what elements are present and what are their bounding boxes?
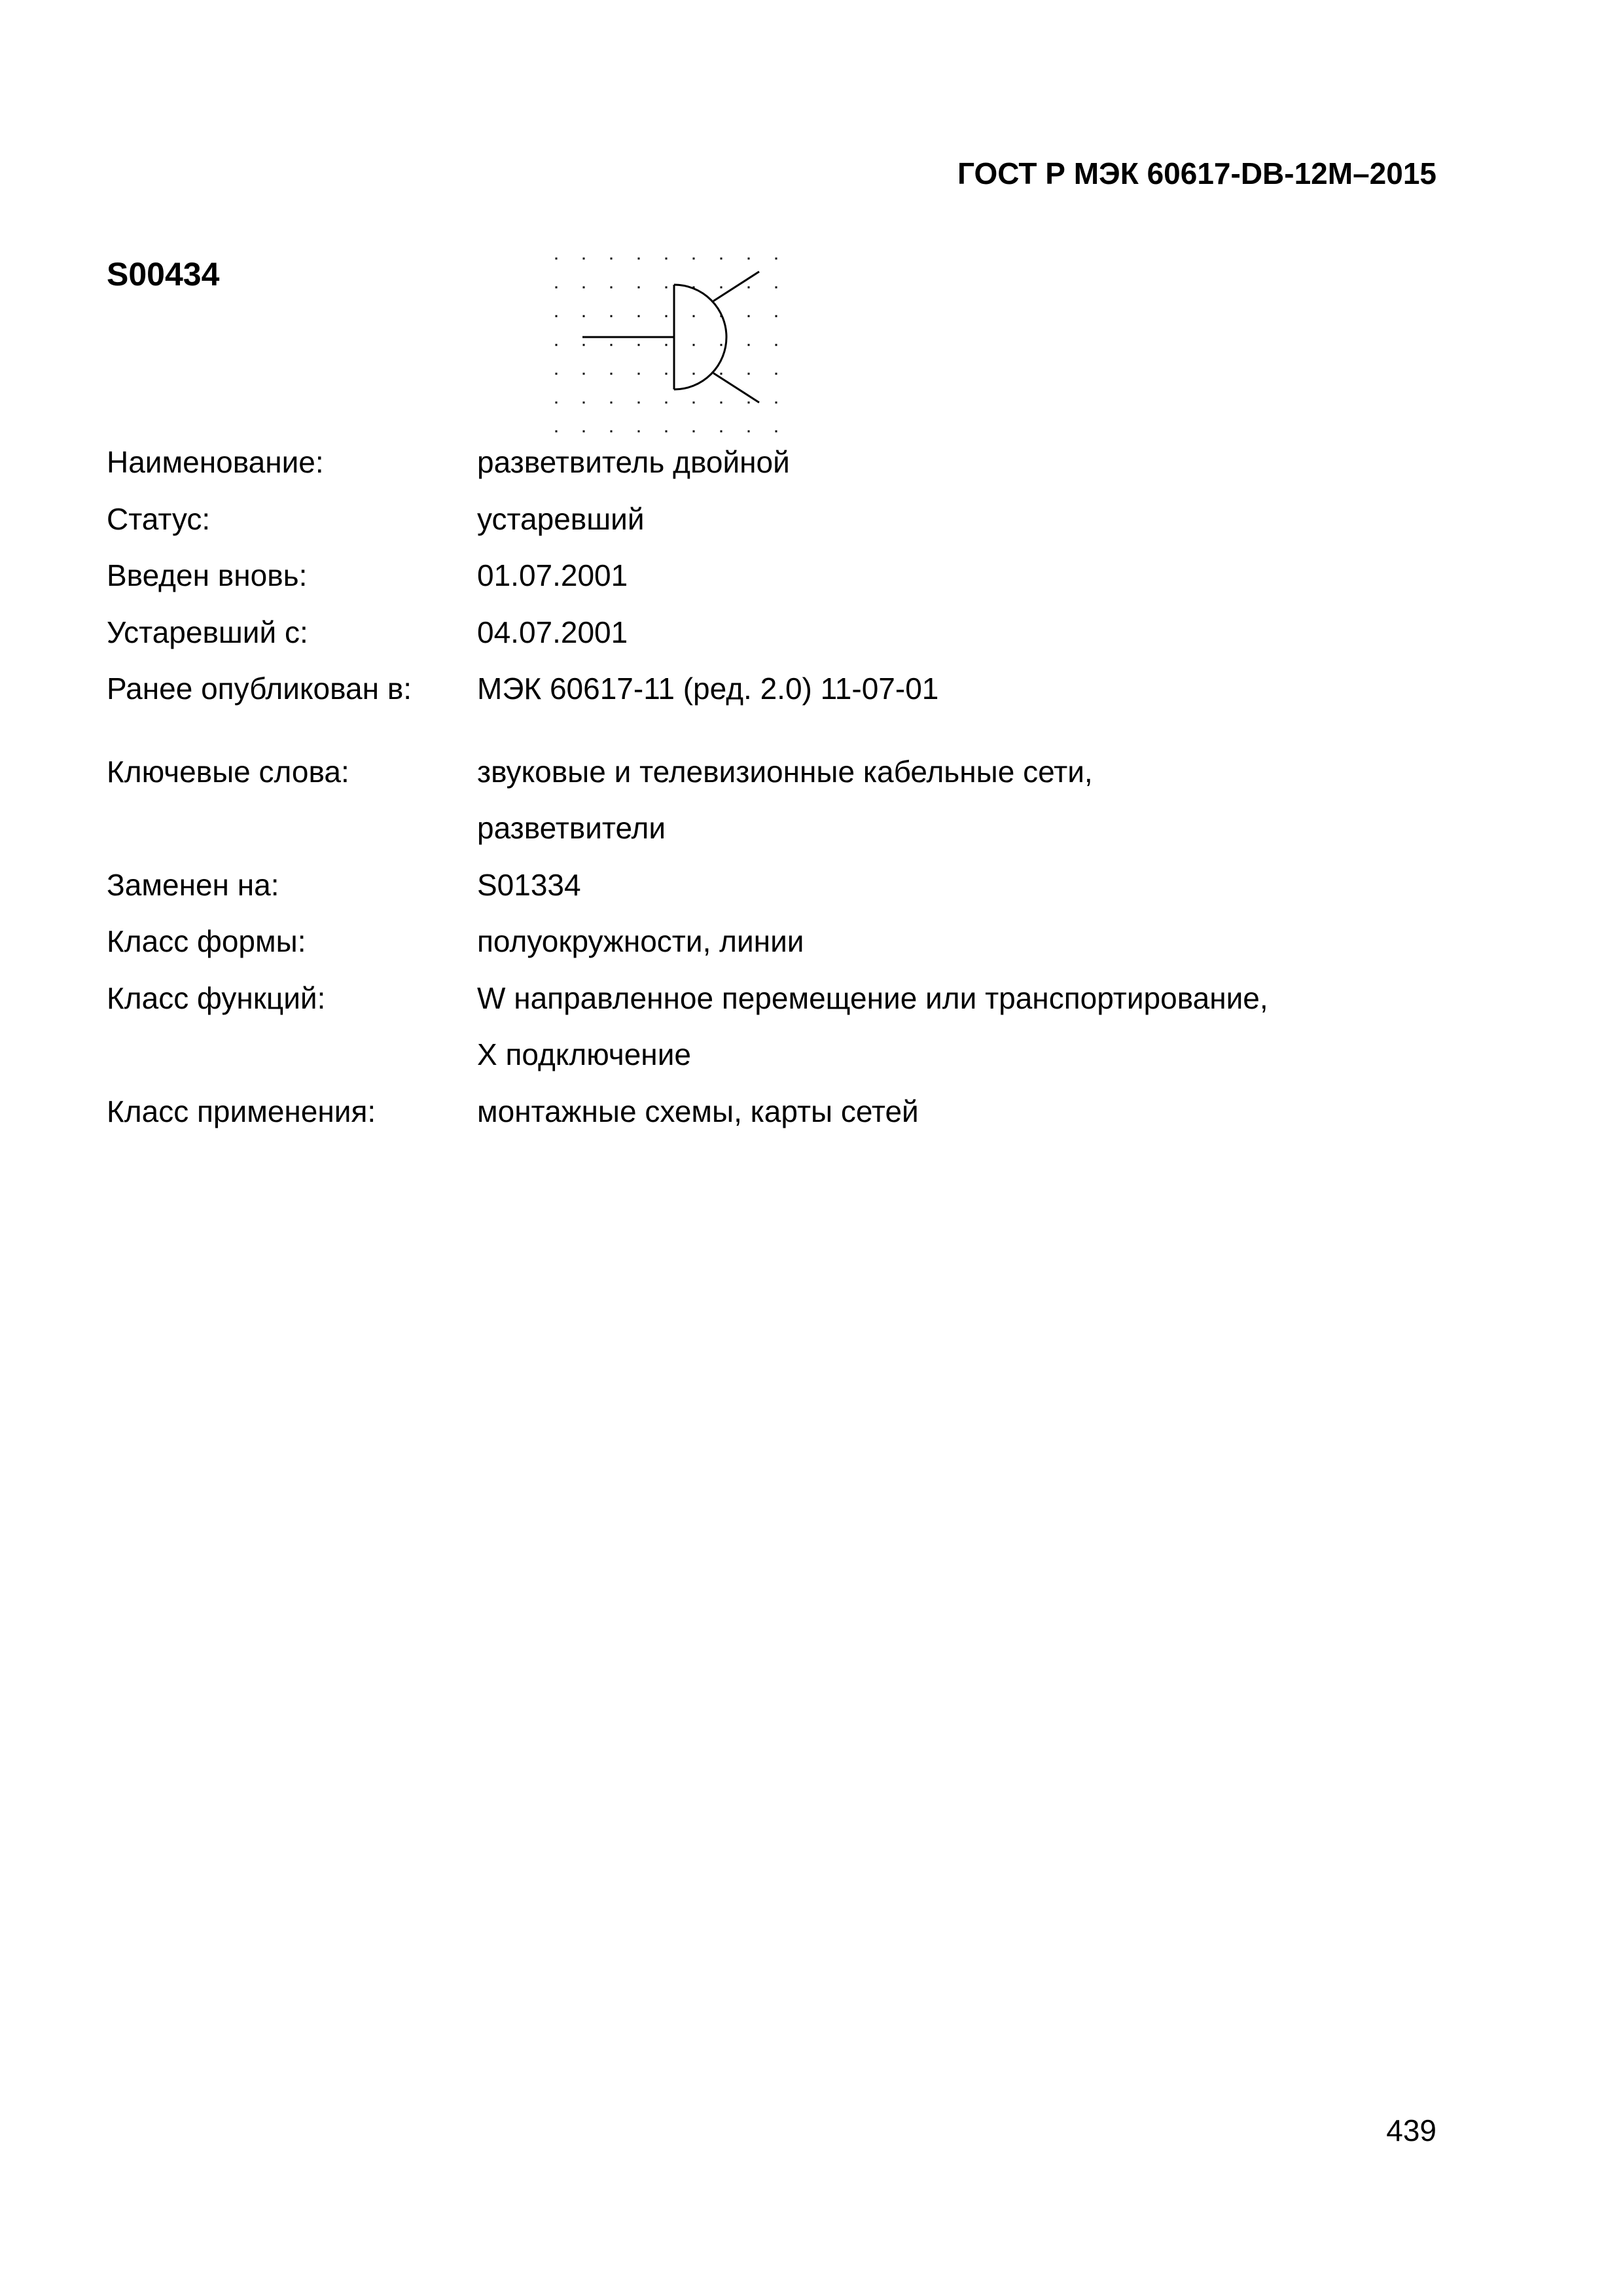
grid-dot — [611, 344, 613, 346]
field-label: Наименование: — [107, 445, 324, 479]
output-line-lower — [713, 373, 759, 403]
grid-dot — [556, 431, 558, 433]
grid-dot — [748, 402, 750, 404]
field-label: Класс формы: — [107, 924, 306, 958]
grid-dot — [776, 287, 777, 289]
grid-dot — [638, 431, 640, 433]
field-value: 04.07.2001 — [477, 615, 628, 649]
grid-dot — [748, 287, 750, 289]
field-value: 01.07.2001 — [477, 558, 628, 592]
field-row — [107, 754, 1442, 845]
symbol-dot-grid — [556, 258, 777, 433]
grid-dot — [693, 344, 695, 346]
field-value: полуокружности, линии — [477, 924, 804, 958]
grid-dot — [693, 373, 695, 375]
grid-dot — [721, 402, 722, 404]
grid-dot — [721, 344, 722, 346]
grid-dot — [721, 373, 722, 375]
grid-dot — [776, 315, 777, 317]
page-number: 439 — [1386, 2113, 1436, 2147]
grid-dot — [776, 258, 777, 260]
grid-dot — [638, 315, 640, 317]
grid-dot — [666, 431, 668, 433]
grid-dot — [748, 258, 750, 260]
grid-dot — [583, 373, 585, 375]
symbol-id: S00434 — [107, 256, 220, 293]
field-value: МЭК 60617-11 (ред. 2.0) 11-07-01 — [477, 672, 939, 706]
grid-dot — [666, 373, 668, 375]
grid-dot — [666, 402, 668, 404]
grid-dot — [666, 258, 668, 260]
splitter-symbol-figure — [543, 245, 805, 435]
grid-dot — [638, 402, 640, 404]
field-label: Устаревший с: — [107, 615, 308, 649]
grid-dot — [583, 402, 585, 404]
field-row — [107, 560, 1442, 619]
grid-dot — [721, 431, 722, 433]
grid-dot — [556, 344, 558, 346]
field-label: Статус: — [107, 501, 211, 536]
splitter-half-circle — [674, 285, 726, 389]
field-value: монтажные схемы, карты сетей — [477, 1094, 919, 1128]
grid-dot — [611, 258, 613, 260]
field-value: устаревший — [477, 501, 645, 536]
grid-dot — [556, 402, 558, 404]
grid-dot — [638, 373, 640, 375]
field-label: Заменен на: — [107, 867, 279, 902]
field-value: звуковые и телевизионные кабельные сети, — [477, 754, 1093, 789]
field-value: разветвители — [477, 811, 666, 845]
grid-dot — [583, 344, 585, 346]
grid-dot — [776, 373, 777, 375]
field-value: X подключение — [477, 1037, 691, 1071]
grid-dot — [693, 431, 695, 433]
grid-dot — [776, 431, 777, 433]
grid-dot — [638, 258, 640, 260]
document-header: ГОСТ Р МЭК 60617-DB-12M–2015 — [957, 156, 1436, 190]
grid-dot — [666, 315, 668, 317]
grid-dot — [583, 287, 585, 289]
field-row — [107, 867, 1442, 929]
field-row — [107, 980, 1442, 1071]
grid-dot — [611, 287, 613, 289]
grid-dot — [611, 373, 613, 375]
grid-dot — [611, 431, 613, 433]
grid-dot — [748, 344, 750, 346]
grid-dot — [748, 373, 750, 375]
field-value: S01334 — [477, 867, 581, 902]
grid-dot — [556, 373, 558, 375]
grid-dot — [583, 315, 585, 317]
field-value: W направленное перемещение или транспортирование, — [477, 980, 1268, 1015]
grid-dot — [611, 315, 613, 317]
grid-dot — [556, 258, 558, 260]
grid-dot — [693, 402, 695, 404]
grid-dot — [721, 258, 722, 260]
field-row — [107, 447, 1442, 506]
field-row — [107, 1096, 1442, 1155]
grid-dot — [748, 315, 750, 317]
grid-dot — [721, 287, 722, 289]
grid-dot — [776, 344, 777, 346]
field-value: разветвитель двойной — [477, 445, 790, 479]
grid-dot — [666, 344, 668, 346]
grid-dot — [583, 431, 585, 433]
field-label: Класс применения: — [107, 1094, 376, 1128]
grid-dot — [776, 402, 777, 404]
grid-dot — [638, 287, 640, 289]
grid-dot — [693, 315, 695, 317]
grid-dot — [583, 258, 585, 260]
grid-dot — [693, 258, 695, 260]
field-label: Введен вновь: — [107, 558, 308, 592]
field-row — [107, 926, 1442, 985]
grid-dot — [638, 344, 640, 346]
field-row — [107, 501, 1442, 563]
field-label: Класс функций: — [107, 980, 326, 1015]
field-row — [107, 617, 1442, 676]
grid-dot — [748, 431, 750, 433]
field-label: Ключевые слова: — [107, 754, 349, 789]
grid-dot — [556, 315, 558, 317]
field-label: Ранее опубликован в: — [107, 672, 412, 706]
field-row — [107, 673, 1442, 732]
grid-dot — [556, 287, 558, 289]
grid-dot — [611, 402, 613, 404]
grid-dot — [666, 287, 668, 289]
